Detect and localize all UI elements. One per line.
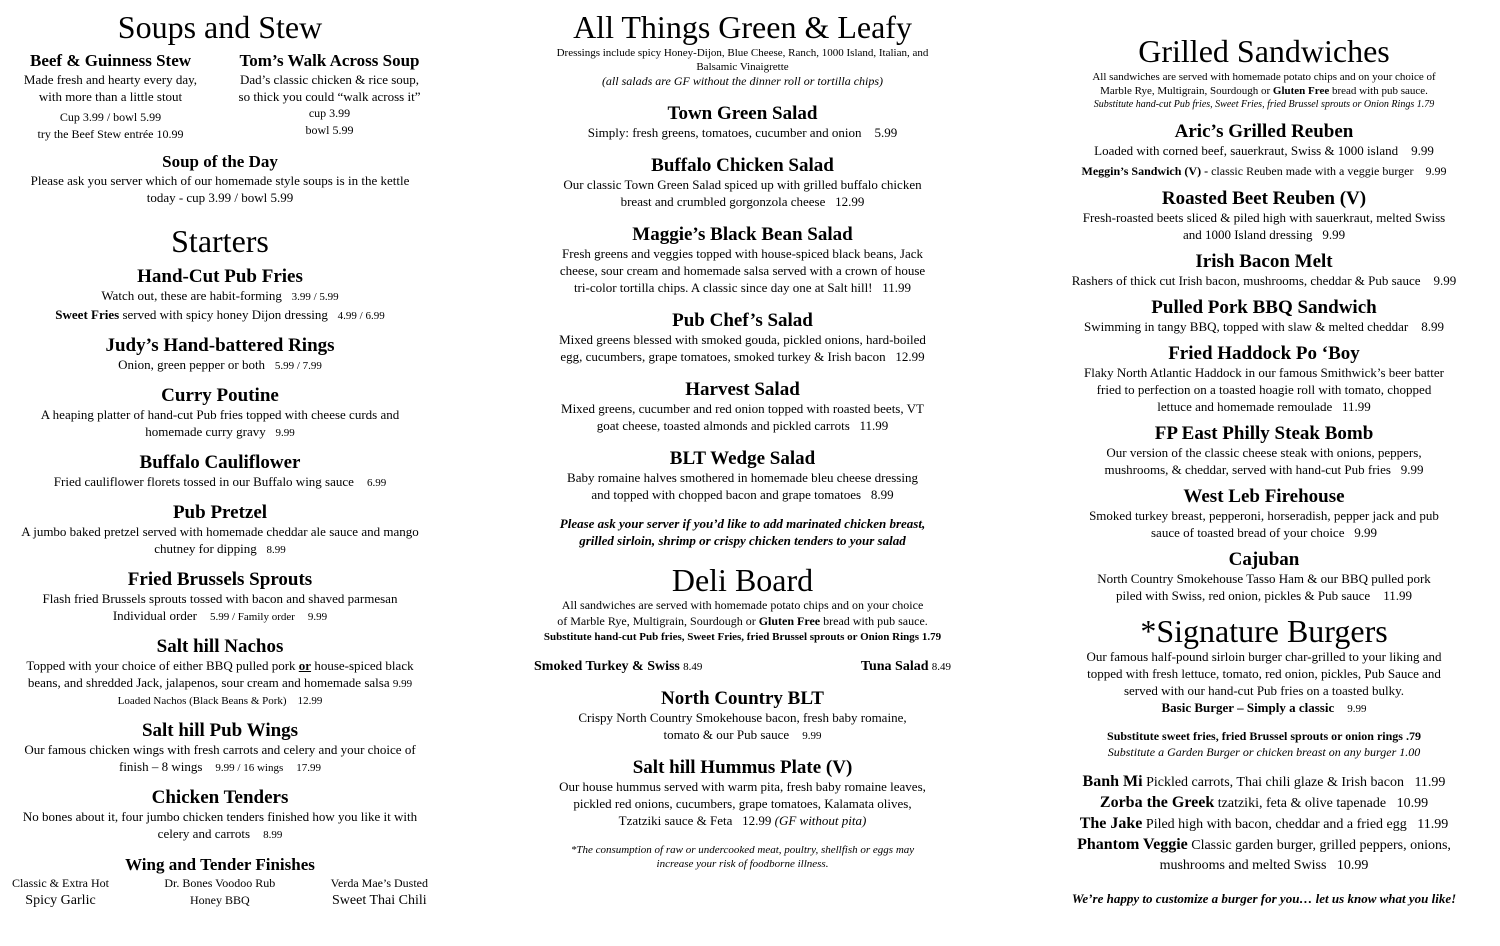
item-name: Cajuban [1228,549,1300,570]
menu-item-finishes [0,854,440,909]
item-price: 11.99 [1342,399,1371,414]
menu-item-pulled-pork [1040,297,1488,335]
section-note: Balsamic Vinaigrette [696,61,789,73]
item-name: The Jake [1079,815,1143,832]
item-name: Harvest Salad [685,379,800,400]
item-price: 3.99 / 5.99 [291,291,339,303]
item-name: Tom’s Walk Across Soup [239,51,420,70]
item-desc: Topped with your choice of either BBQ pulled pork [26,658,296,673]
item-name: Meggin’s Sandwich (V) - [1081,164,1209,178]
section-note: Dressings include spicy Honey-Dijon, Blue Cheese, Ranch, 1000 Island, Italian, and [556,47,929,59]
item-name: Tuna Salad [860,659,929,674]
item-desc: house-spiced black [314,658,414,673]
menu-item-poutine [0,385,440,442]
column-soups-starters [0,0,440,909]
menu-item-soup-of-day [0,151,440,206]
finish-option: Classic & Extra Hot [12,876,109,890]
finish-option: Sweet Thai Chili [332,893,427,908]
section-title-green: All Things Green & Leafy [573,9,912,45]
item-price: 5.99 / Family order [209,611,295,623]
menu-item-tenders [0,787,440,844]
item-desc: Flash fried Brussels sprouts tossed with bacon and shaved parmesan [42,591,398,606]
menu-item-pretzel [0,502,440,559]
item-name: BLT Wedge Salad [669,448,816,469]
section-note: Substitute hand-cut Pub fries, Sweet Fries, fried Brussel sprouts or Onion Rings 1.79 [543,631,942,643]
menu-item-irish-bacon [1040,251,1488,289]
item-desc-emph: or [298,658,312,673]
item-desc: fried to perfection on a toasted hoagie roll with tomato, chopped [1096,382,1432,397]
item-price: bowl 5.99 [305,123,354,137]
item-desc: Please ask you server which of our homemade style soups is in the kettle [30,173,410,188]
item-desc: Individual order [112,608,197,623]
food-warning: *The consumption of raw or undercooked meat, poultry, shellfish or eggs may [570,844,915,856]
item-name: Salt hill Hummus Plate (V) [632,757,853,778]
item-price: 11.99 [859,418,889,433]
item-price: 6.99 [366,477,387,489]
section-note: of Marble Rye, Multigrain, Sourdough or [557,614,756,628]
finishes-list [0,875,440,909]
section-title-soups: Soups and Stew [117,9,323,45]
item-desc: mushrooms, & cheddar, served with hand-cut Pub fries [1104,462,1391,477]
item-price: 11.99 [1383,588,1412,603]
item-name: Pub Pretzel [172,502,268,523]
item-desc: mushrooms and melted Swiss [1159,858,1327,873]
item-desc: Simply: fresh greens, tomatoes, cucumber and onion [587,125,862,140]
item-desc: beans, and shredded Jack, jalapenos, sour cream and homemade salsa [27,675,390,690]
item-desc: Watch out, these are habit-forming [101,288,282,303]
item-price: 5.99 [874,125,898,140]
item-name: Aric’s Grilled Reuben [1174,121,1354,142]
menu-item-philly [1040,423,1488,478]
item-desc: egg, cucumbers, grape tomatoes, smoked turkey & Irish bacon [560,349,886,364]
soup-pair [0,50,440,143]
section-note-emph: Gluten Free [1272,85,1330,97]
menu-item-meggin [1040,163,1488,180]
item-price: 9.99 [275,427,295,439]
item-name: North Country BLT [661,688,824,709]
item-desc: tomato & our Pub sauce [663,727,790,742]
item-desc: and topped with chopped bacon and grape tomatoes [591,487,862,502]
item-name: Fried Haddock Po ‘Boy [1168,343,1360,364]
item-price: 5.99 / 7.99 [274,360,322,372]
menu-item-the-jake [1040,814,1488,835]
item-name: Phantom Veggie [1077,836,1188,853]
item-desc: with more than a little stout [38,89,183,104]
section-note: (all salads are GF without the dinner roll or tortilla chips) [601,74,884,88]
item-desc: Dad’s classic chicken & rice soup, [239,72,420,87]
item-name: Banh Mi [1082,773,1143,790]
item-desc: pickled red onions, cucumbers, grape tomatoes, Kalamata olives, [573,796,912,811]
item-desc: finish – 8 wings [118,759,203,774]
food-warning: increase your risk of foodborne illness. [656,858,829,870]
menu-item-toms-soup [227,50,432,143]
item-desc: sauce of toasted bread of your choice [1151,525,1345,540]
item-price: 9.99 [1354,525,1377,540]
item-desc: Classic garden burger, grilled peppers, onions, [1191,838,1451,853]
item-name: Maggie’s Black Bean Salad [632,224,853,245]
item-name: Curry Poutine [161,385,279,406]
item-desc: Crispy North Country Smokehouse bacon, fresh baby romaine, [578,710,907,725]
item-desc: cheese, sour cream and homemade salsa served with a crown of house [559,263,926,278]
item-name: Wing and Tender Finishes [125,855,315,874]
item-price: 9.99 / 16 wings [215,762,284,774]
item-desc: served with spicy honey Dijon dressing [122,307,328,322]
item-name: Irish Bacon Melt [1195,251,1333,272]
item-desc: Our house hummus served with warm pita, fresh baby romaine leaves, [559,779,926,794]
menu-item-brussels [0,569,440,626]
section-note: Our famous half-pound sirloin burger char-grilled to your liking and [1086,649,1442,664]
item-price: try the Beef Stew entrée 10.99 [37,127,184,141]
menu-item-rings [0,335,440,375]
column-salads-deli [520,0,965,871]
section-title-grilled: Grilled Sandwiches [1138,33,1390,69]
item-desc: Our version of the classic cheese steak with onions, peppers, [1106,445,1422,460]
menu-item-turkey [534,657,702,676]
menu-item-black-bean-salad [520,224,965,296]
deli-pair [520,657,965,676]
item-desc: tri-color tortilla chips. A classic since day one at Salt hill! [573,280,873,295]
item-name: Salt hill Nachos [156,636,284,657]
menu-item-zorba [1040,793,1488,814]
item-price: 10.99 [1336,858,1369,873]
menu-item-west-leb [1040,486,1488,541]
item-desc: (GF without pita) [774,813,867,828]
item-name: FP East Philly Steak Bomb [1154,423,1374,444]
item-price: Cup 3.99 / bowl 5.99 [59,110,162,124]
item-name: Buffalo Cauliflower [139,452,301,473]
item-price: 17.99 [296,762,321,774]
menu-item-north-country-blt [520,688,965,745]
item-price: cup 3.99 [308,106,351,120]
item-name: Town Green Salad [667,103,818,124]
menu-item-nachos [0,636,440,710]
item-desc: Mixed greens blessed with smoked gouda, pickled onions, hard-boiled [559,332,926,347]
item-desc: chutney for dipping [154,541,257,556]
menu-item-tuna [861,657,951,676]
finish-option: Verda Mae’s Dusted [330,876,428,890]
item-desc: tzatziki, feta & olive tapenade [1217,796,1387,811]
item-desc: homemade curry gravy [145,424,266,439]
finish-option: Dr. Bones Voodoo Rub [164,876,276,890]
section-note: bread with pub sauce. [823,614,928,628]
section-note: Substitute hand-cut Pub fries, Sweet Fries, fried Brussel sprouts or Onion Rings 1.79 [1093,99,1435,110]
menu-item-cauliflower [0,452,440,492]
item-desc: piled with Swiss, red onion, pickles & Pub sauce [1116,588,1371,603]
item-name: Beef & Guinness Stew [29,51,192,70]
item-desc: Our classic Town Green Salad spiced up with grilled buffalo chicken [563,177,922,192]
item-desc: Fresh greens and veggies topped with house-spiced black beans, Jack [561,246,923,261]
item-price: 9.99 [802,730,822,742]
section-title-burgers: *Signature Burgers [1140,613,1388,649]
item-price: 9.99 [1400,462,1424,477]
item-desc: Made fresh and hearty every day, [23,72,198,87]
item-name: Buffalo Chicken Salad [651,155,834,176]
item-price: 12.99 [895,349,925,364]
item-price: 9.99 [1425,164,1447,178]
section-note: All sandwiches are served with homemade potato chips and on your choice [561,598,924,612]
item-desc: today - cup 3.99 / bowl 5.99 [146,190,294,205]
item-desc: North Country Smokehouse Tasso Ham & our BBQ pulled pork [1097,571,1431,586]
item-name: Fried Brussels Sprouts [127,569,313,590]
item-price: 9.99 [307,611,328,623]
section-note: topped with fresh lettuce, tomato, red onion, pickles, Pub Sauce and [1087,666,1441,681]
item-desc: goat cheese, toasted almonds and pickled carrots [596,418,850,433]
item-desc: No bones about it, four jumbo chicken tenders finished how you like it with [22,809,418,824]
item-price: 10.99 [1396,796,1429,811]
item-desc: Fried cauliflower florets tossed in our Buffalo wing sauce [53,474,354,489]
item-desc: Our famous chicken wings with fresh carrots and celery and your choice of [24,742,416,757]
item-desc: A heaping platter of hand-cut Pub fries topped with cheese curds and [40,407,400,422]
item-desc: Tzatziki sauce & Feta [618,813,733,828]
item-desc: Piled high with bacon, cheddar and a fried egg [1145,817,1407,832]
salad-addon-note: grilled sirloin, shrimp or crispy chicken tenders to your salad [579,533,906,548]
menu-item-banh-mi [1040,772,1488,793]
item-name: Pulled Pork BBQ Sandwich [1151,297,1377,318]
item-price: 9.99 [1411,143,1434,158]
item-name: Roasted Beet Reuben (V) [1161,188,1367,209]
section-note: bread with pub sauce. [1331,85,1428,97]
item-name: Hand-Cut Pub Fries [137,266,303,287]
menu-item-harvest-salad [520,379,965,434]
item-price: 8.49 [931,661,951,673]
item-name: Chicken Tenders [151,787,289,808]
item-subname: Sweet Fries [55,307,120,322]
item-desc: breast and crumbled gorgonzola cheese [620,194,826,209]
item-desc: Loaded with corned beef, sauerkraut, Swiss & 1000 island [1094,143,1399,158]
item-price: 8.99 [870,487,894,502]
item-desc: so thick you could “walk across it” [238,89,421,104]
item-price: 11.99 [1414,775,1446,790]
burger-custom-note: We’re happy to customize a burger for you… let us know what you like! [1071,891,1457,906]
menu-item-buffalo-salad [520,155,965,210]
item-desc: classic Reuben made with a veggie burger [1211,164,1414,178]
item-desc: Flaky North Atlantic Haddock in our famous Smithwick’s beer batter [1084,365,1444,380]
item-price: 9.99 [1347,703,1367,715]
item-desc: lettuce and homemade remoulade [1157,399,1333,414]
item-price: 9.99 [1322,227,1346,242]
item-price: 12.99 [835,194,865,209]
menu-item-town-salad [520,103,965,141]
item-name: Basic Burger – Simply a classic [1161,700,1335,715]
item-desc: A jumbo baked pretzel served with homemade cheddar ale sauce and mango [21,524,419,539]
menu-item-haddock [1040,343,1488,415]
finish-option: Spicy Garlic [25,893,96,908]
item-price: 8.99 [266,544,286,556]
menu-item-basic-burger [1040,699,1488,718]
menu-item-blt-wedge [520,448,965,503]
item-desc: Pickled carrots, Thai chili glaze & Irish bacon [1146,775,1404,790]
menu-item-beet-reuben [1040,188,1488,243]
item-name: Pub Chef’s Salad [672,310,813,331]
burger-substitute-note: Substitute a Garden Burger or chicken breast on any burger 1.00 [1107,745,1421,759]
menu-item-wings [0,720,440,777]
finish-option: Honey BBQ [189,893,250,907]
item-name: Judy’s Hand-battered Rings [105,335,335,356]
item-desc: Loaded Nachos (Black Beans & Pork) [117,695,287,707]
menu-item-pub-fries [0,266,440,325]
item-desc: Onion, green pepper or both [118,357,266,372]
item-price: 8.99 [263,829,283,841]
salad-addon-note: Please ask your server if you’d like to add marinated chicken breast, [559,516,926,531]
item-name: Smoked Turkey & Swiss [534,659,680,674]
item-desc: Swimming in tangy BBQ, topped with slaw & melted cheddar [1084,319,1409,334]
item-desc: Rashers of thick cut Irish bacon, mushrooms, cheddar & Pub sauce [1071,273,1421,288]
section-note: served with our hand-cut Pub fries on a toasted bulky. [1123,683,1405,698]
menu-item-hummus [520,757,965,829]
item-price: 11.99 [1417,817,1449,832]
item-price: 4.99 / 6.99 [337,310,385,322]
item-desc: Baby romaine halves smothered in homemade bleu cheese dressing [567,470,918,485]
item-price: 8.49 [683,661,703,673]
item-price: 8.99 [1421,319,1444,334]
item-desc: Mixed greens, cucumber and red onion topped with roasted beets, VT [561,401,924,416]
menu-item-phantom-veggie [1040,835,1488,876]
menu-item-chef-salad [520,310,965,365]
item-name: West Leb Firehouse [1183,486,1345,507]
section-note: All sandwiches are served with homemade potato chips and on your choice of [1092,71,1436,83]
section-note-emph: Gluten Free [758,614,821,628]
item-desc: celery and carrots [157,826,251,841]
item-price: 9.99 [392,678,413,690]
item-name: Soup of the Day [162,152,278,171]
section-title-deli: Deli Board [671,562,814,598]
item-desc: Smoked turkey breast, pepperoni, horseradish, pepper jack and pub [1089,508,1439,523]
item-price: 12.99 [742,813,772,828]
menu-item-reuben [1040,121,1488,159]
section-note: Marble Rye, Multigrain, Sourdough or [1100,85,1271,97]
item-name: Zorba the Greek [1099,794,1215,811]
item-price: 9.99 [1433,273,1457,288]
item-desc: and 1000 Island dressing [1182,227,1313,242]
item-price: 12.99 [297,695,323,707]
section-title-starters: Starters [171,223,269,259]
item-price: 11.99 [882,280,912,295]
column-sandwiches-burgers [1040,0,1488,907]
menu-item-cajuban [1040,549,1488,604]
item-name: Salt hill Pub Wings [141,720,299,741]
burger-substitute-note: Substitute sweet fries, fried Brussel sprouts or onion rings .79 [1107,729,1421,743]
item-desc: Fresh-roasted beets sliced & piled high with sauerkraut, melted Swiss [1082,210,1446,225]
menu-item-beef-stew [8,50,213,143]
